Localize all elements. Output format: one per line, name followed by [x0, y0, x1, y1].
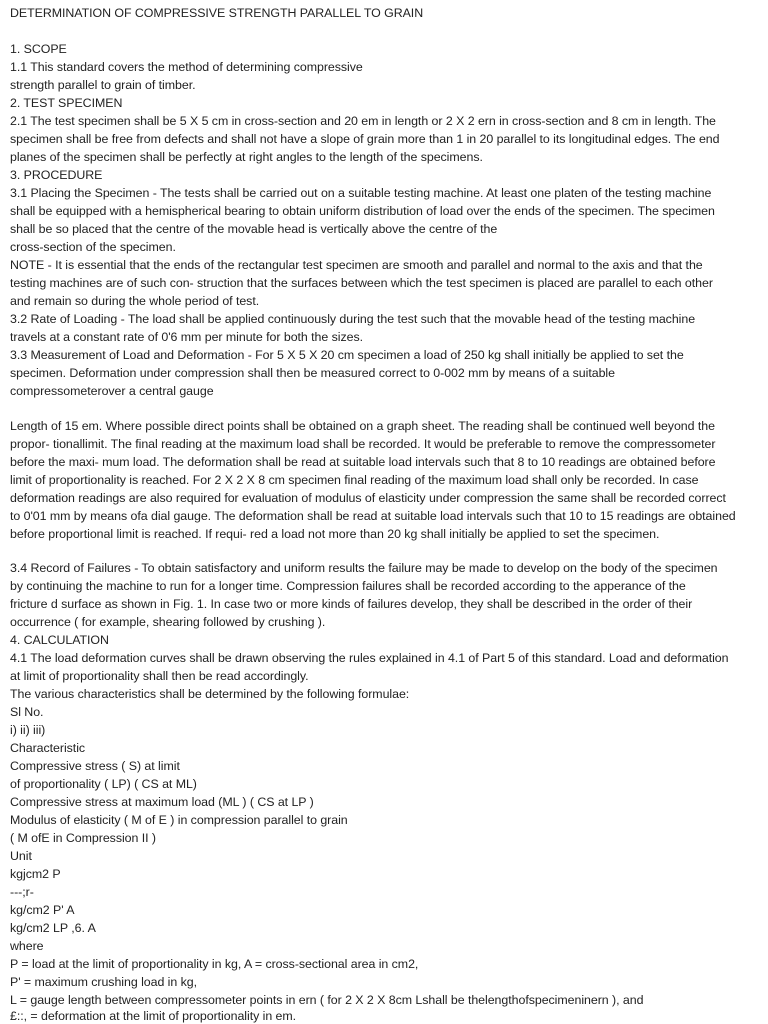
text-line: propor- tionallimit. The final reading at the maximum load shall be recorded. It would be preferable to remove the compressometer — [10, 437, 716, 451]
table-text-line: Unit — [10, 849, 32, 863]
text-line: specimen shall be free from defects and shall not have a slope of grain more than 1 in 20 parallel to its longitudinal edges. The end — [10, 132, 720, 146]
table-text-line: Compressive stress at maximum load (ML ) ( CS at LP ) — [10, 795, 314, 809]
text-line: shall be so placed that the centre of the movable head is vertically above the centre of the — [10, 222, 498, 236]
text-line: 3.1 Placing the Specimen - The tests shall be carried out on a suitable testing machine. At least one platen of the testing machine — [10, 186, 712, 200]
table-text-line: kg/cm2 LP ,6. A — [10, 921, 96, 935]
text-line: shall be equipped with a hemispherical bearing to obtain uniform distribution of load over the ends of the specimen. The specimen — [10, 204, 715, 218]
text-line: planes of the specimen shall be perfectly at right angles to the length of the specimens. — [10, 150, 483, 164]
text-line: travels at a constant rate of 0'6 mm per minute for both the sizes. — [10, 330, 364, 344]
text-line: 3.3 Measurement of Load and Deformation - For 5 X 5 X 20 cm specimen a load of 250 kg shall initially be applied to set the — [10, 348, 684, 362]
text-line: 1.1 This standard covers the method of determining compressive — [10, 60, 363, 74]
text-line: 4.1 The load deformation curves shall be drawn observing the rules explained in 4.1 of Part 5 of this standard. Load and deformation — [10, 651, 729, 665]
text-line: compressometerover a central gauge — [10, 384, 214, 398]
table-text-line: ( M ofE in Compression II ) — [10, 831, 157, 845]
section-heading-procedure: 3. PROCEDURE — [10, 168, 103, 182]
text-line: by continuing the machine to run for a longer time. Compression failures shall be recorded according to the apperance of the — [10, 579, 686, 593]
text-line: P = load at the limit of proportionality in kg, A = cross-sectional area in cm2, — [10, 957, 419, 971]
table-text-line: Modulus of elasticity ( M of E ) in compression parallel to grain — [10, 813, 348, 827]
text-line: specimen. Deformation under compression shall then be measured correct to 0-002 mm by means of a suitable — [10, 366, 615, 380]
text-line: P' = maximum crushing load in kg, — [10, 975, 197, 989]
text-line: cross-section of the specimen. — [10, 240, 176, 254]
table-text-line: kg/cm2 P' A — [10, 903, 75, 917]
text-line: to 0'01 mm by means ofa dial gauge. The deformation shall be read at suitable load intervals such that 10 to 15 readings are obtained — [10, 509, 736, 523]
text-line: £::, = deformation at the limit of proportionality in em. — [10, 1009, 297, 1023]
text-line: Length of 15 em. Where possible direct points shall be obtained on a graph sheet. The reading shall be continued well beyond the — [10, 419, 715, 433]
text-line: strength parallel to grain of timber. — [10, 78, 196, 92]
text-line: and remain so during the whole period of test. — [10, 294, 260, 308]
table-text-line: of proportionality ( LP) ( CS at ML) — [10, 777, 197, 791]
text-line: 3.2 Rate of Loading - The load shall be applied continuously during the test such that the movable head of the testing machine — [10, 312, 696, 326]
section-heading-test-specimen: 2. TEST SPECIMEN — [10, 96, 123, 110]
table-text-line: Sl No. — [10, 705, 44, 719]
text-line: L = gauge length between compressometer points in ern ( for 2 X 2 X 8cm Lshall be thelengthofspecimeninern ), and — [10, 993, 644, 1007]
text-line: before the maxi- mum load. The deformation shall be read at suitable load intervals such that 8 to 10 readings are obtained before — [10, 455, 716, 469]
table-text-line: i) ii) iii) — [10, 723, 46, 737]
table-text-line: Compressive stress ( S) at limit — [10, 759, 180, 773]
text-line: fricture d surface as shown in Fig. 1. In case two or more kinds of failures develop, they shall be described in the order of their — [10, 597, 693, 611]
table-text-line: kgjcm2 P — [10, 867, 61, 881]
text-line: deformation readings are also required for evaluation of modulus of elasticity under compression the same shall be recorded correct — [10, 491, 726, 505]
document-title: DETERMINATION OF COMPRESSIVE STRENGTH PARALLEL TO GRAIN — [10, 6, 424, 20]
section-heading-scope: 1. SCOPE — [10, 42, 67, 56]
text-line: testing machines are of such con- struction that the surfaces between which the test specimen is placed are parallel to each other — [10, 276, 713, 290]
text-line: 2.1 The test specimen shall be 5 X 5 cm in cross-section and 20 em in length or 2 X 2 ern in cross-section and 8 cm in length. The — [10, 114, 716, 128]
text-line: limit of proportionality is reached. For 2 X 2 X 8 cm specimen final reading of the maximum load shall only be recorded. In case — [10, 473, 699, 487]
note-line: NOTE - It is essential that the ends of the rectangular test specimen are smooth and parallel and normal to the axis and that the — [10, 258, 703, 272]
section-heading-calculation: 4. CALCULATION — [10, 633, 109, 647]
table-text-line: Characteristic — [10, 741, 86, 755]
table-text-line: ---;r- — [10, 885, 34, 899]
text-line: before proportional limit is reached. If requi- red a load not more than 20 kg shall initially be applied to set the specimen. — [10, 527, 660, 541]
text-line: The various characteristics shall be determined by the following formulae: — [10, 687, 410, 701]
text-line: 3.4 Record of Failures - To obtain satisfactory and uniform results the failure may be made to develop on the body of the specimen — [10, 561, 718, 575]
text-line: at limit of proportionality shall then be read accordingly. — [10, 669, 309, 683]
text-line: where — [10, 939, 44, 953]
text-line: occurrence ( for example, shearing followed by crushing ). — [10, 615, 326, 629]
